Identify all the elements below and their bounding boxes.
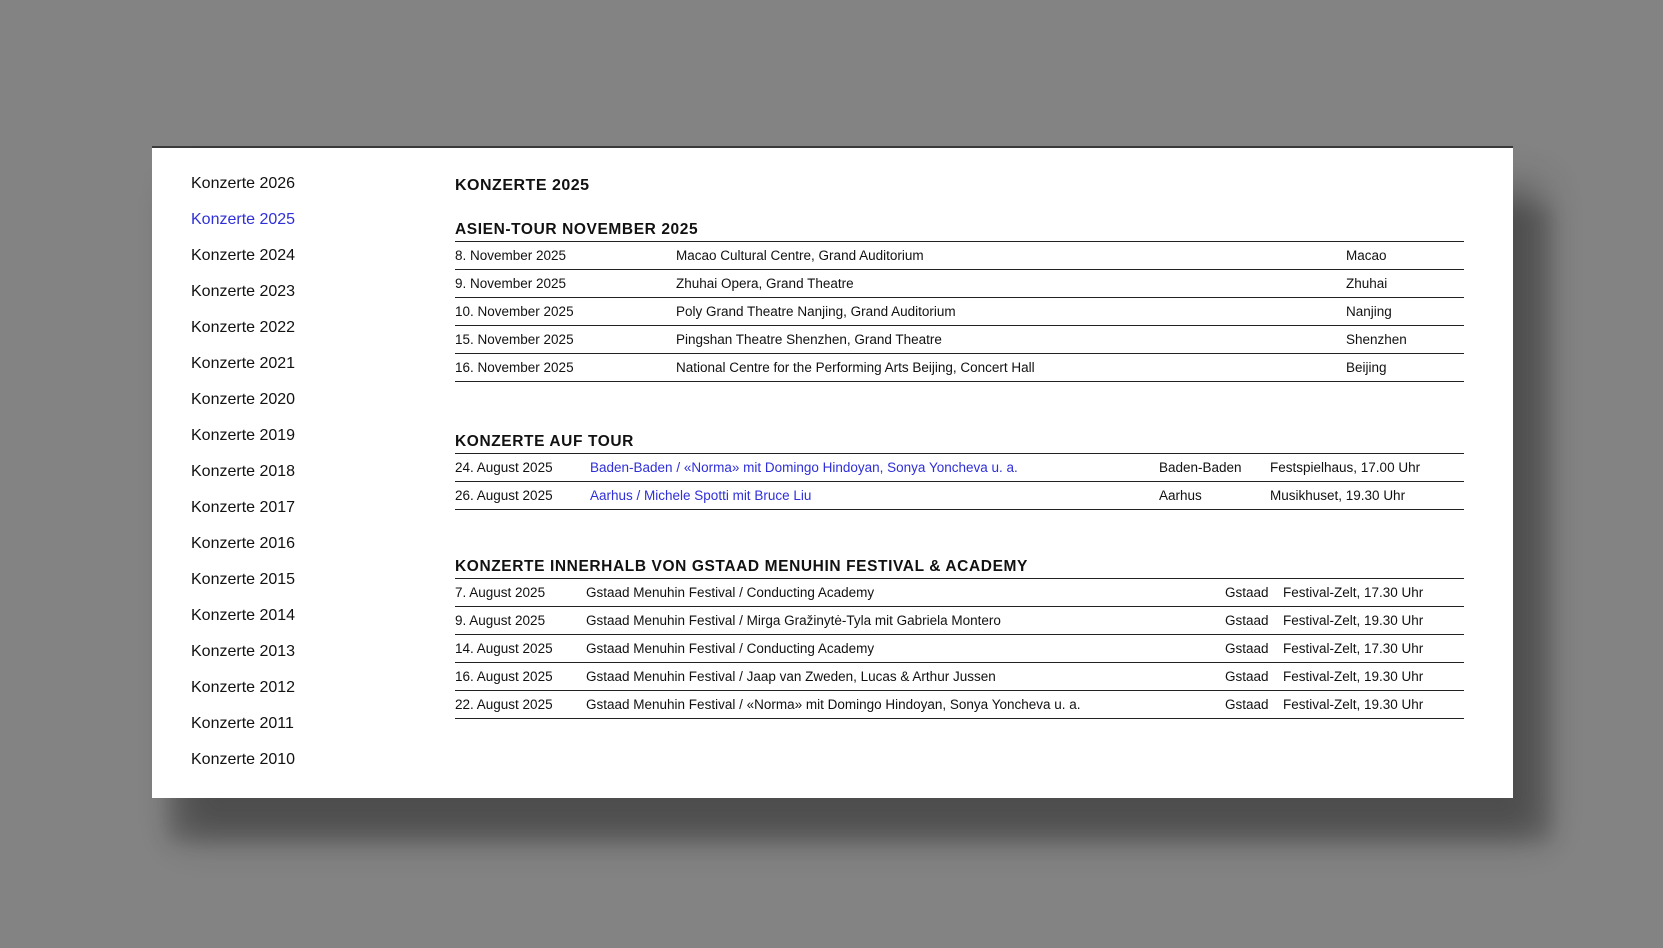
sidebar-item-2013[interactable]: Konzerte 2013: [191, 643, 296, 660]
venue-cell: Pingshan Theatre Shenzhen, Grand Theatre: [676, 326, 1346, 354]
program-cell: Gstaad Menuhin Festival / Conducting Academy: [586, 635, 1225, 663]
event-link[interactable]: Aarhus / Michele Spotti mit Bruce Liu: [590, 488, 812, 503]
venue-cell: Poly Grand Theatre Nanjing, Grand Auditorium: [676, 298, 1346, 326]
program-cell: Gstaad Menuhin Festival / Conducting Academy: [586, 579, 1225, 607]
date-cell: 10. November 2025: [455, 298, 676, 326]
event-link[interactable]: Baden-Baden / «Norma» mit Domingo Hindoyan, Sonya Yoncheva u. a.: [590, 460, 1018, 475]
date-cell: 9. August 2025: [455, 607, 586, 635]
date-cell: 15. November 2025: [455, 326, 676, 354]
city-cell: Baden-Baden: [1159, 454, 1270, 482]
main-content: [455, 176, 1467, 719]
sidebar-item-2020[interactable]: Konzerte 2020: [191, 391, 296, 408]
program-cell: Gstaad Menuhin Festival / Jaap van Zweden, Lucas & Arthur Jussen: [586, 663, 1225, 691]
sidebar-item-2025[interactable]: Konzerte 2025: [191, 211, 296, 228]
city-cell: Gstaad: [1225, 691, 1283, 719]
program-cell: Gstaad Menuhin Festival / Mirga Gražinytė-Tyla mit Gabriela Montero: [586, 607, 1225, 635]
sidebar-item-2022[interactable]: Konzerte 2022: [191, 319, 296, 336]
city-cell: Shenzhen: [1346, 326, 1464, 354]
venue-cell: Zhuhai Opera, Grand Theatre: [676, 270, 1346, 298]
sidebar-item-2010[interactable]: Konzerte 2010: [191, 751, 296, 768]
city-cell: Aarhus: [1159, 482, 1270, 510]
page-title: KONZERTE 2025: [455, 177, 590, 194]
year-navigation: [191, 174, 421, 786]
city-cell: Gstaad: [1225, 663, 1283, 691]
program-cell: [590, 482, 1159, 510]
venue-time-cell: Festival-Zelt, 19.30 Uhr: [1283, 663, 1464, 691]
table-row: [455, 579, 1464, 607]
sidebar-item-2026[interactable]: Konzerte 2026: [191, 175, 296, 192]
on-tour-section: [455, 431, 1467, 510]
table-row: [455, 691, 1464, 719]
venue-cell: Macao Cultural Centre, Grand Auditorium: [676, 242, 1346, 270]
sidebar-item-2017[interactable]: Konzerte 2017: [191, 499, 296, 516]
table-row: [455, 663, 1464, 691]
date-cell: 16. November 2025: [455, 354, 676, 382]
date-cell: 24. August 2025: [455, 454, 590, 482]
sidebar-item-2018[interactable]: Konzerte 2018: [191, 463, 296, 480]
table-row: [455, 454, 1464, 482]
program-cell: [590, 454, 1159, 482]
city-cell: Zhuhai: [1346, 270, 1464, 298]
date-cell: 8. November 2025: [455, 242, 676, 270]
table-row: [455, 635, 1464, 663]
date-cell: 26. August 2025: [455, 482, 590, 510]
table-row: [455, 242, 1464, 270]
section-title: KONZERTE INNERHALB VON GSTAAD MENUHIN FESTIVAL & ACADEMY: [455, 558, 1028, 575]
city-cell: Nanjing: [1346, 298, 1464, 326]
date-cell: 16. August 2025: [455, 663, 586, 691]
venue-time-cell: Festival-Zelt, 19.30 Uhr: [1283, 607, 1464, 635]
on-tour-table: [455, 453, 1464, 510]
city-cell: Gstaad: [1225, 579, 1283, 607]
section-title: KONZERTE AUF TOUR: [455, 433, 634, 450]
sidebar-item-2012[interactable]: Konzerte 2012: [191, 679, 296, 696]
section-title: ASIEN-TOUR NOVEMBER 2025: [455, 221, 699, 238]
table-row: [455, 326, 1464, 354]
sidebar-item-2023[interactable]: Konzerte 2023: [191, 283, 296, 300]
venue-time-cell: Festspielhaus, 17.00 Uhr: [1270, 454, 1464, 482]
venue-cell: National Centre for the Performing Arts Beijing, Concert Hall: [676, 354, 1346, 382]
table-row: [455, 482, 1464, 510]
gstaad-table: [455, 578, 1464, 719]
asia-tour-section: [455, 219, 1467, 382]
table-row: [455, 354, 1464, 382]
table-row: [455, 298, 1464, 326]
city-cell: Gstaad: [1225, 635, 1283, 663]
sidebar-item-2016[interactable]: Konzerte 2016: [191, 535, 296, 552]
city-cell: Macao: [1346, 242, 1464, 270]
city-cell: Gstaad: [1225, 607, 1283, 635]
sidebar-item-2021[interactable]: Konzerte 2021: [191, 355, 296, 372]
date-cell: 7. August 2025: [455, 579, 586, 607]
venue-time-cell: Festival-Zelt, 17.30 Uhr: [1283, 635, 1464, 663]
date-cell: 22. August 2025: [455, 691, 586, 719]
sidebar-item-2019[interactable]: Konzerte 2019: [191, 427, 296, 444]
date-cell: 14. August 2025: [455, 635, 586, 663]
table-row: [455, 270, 1464, 298]
program-cell: Gstaad Menuhin Festival / «Norma» mit Domingo Hindoyan, Sonya Yoncheva u. a.: [586, 691, 1225, 719]
asia-tour-table: [455, 241, 1464, 382]
sidebar-item-2024[interactable]: Konzerte 2024: [191, 247, 296, 264]
sidebar-item-2014[interactable]: Konzerte 2014: [191, 607, 296, 624]
venue-time-cell: Festival-Zelt, 19.30 Uhr: [1283, 691, 1464, 719]
city-cell: Beijing: [1346, 354, 1464, 382]
venue-time-cell: Festival-Zelt, 17.30 Uhr: [1283, 579, 1464, 607]
content-panel: [152, 148, 1513, 798]
gstaad-section: [455, 556, 1467, 719]
table-row: [455, 607, 1464, 635]
sidebar-item-2011[interactable]: Konzerte 2011: [191, 715, 294, 732]
date-cell: 9. November 2025: [455, 270, 676, 298]
sidebar-item-2015[interactable]: Konzerte 2015: [191, 571, 296, 588]
venue-time-cell: Musikhuset, 19.30 Uhr: [1270, 482, 1464, 510]
